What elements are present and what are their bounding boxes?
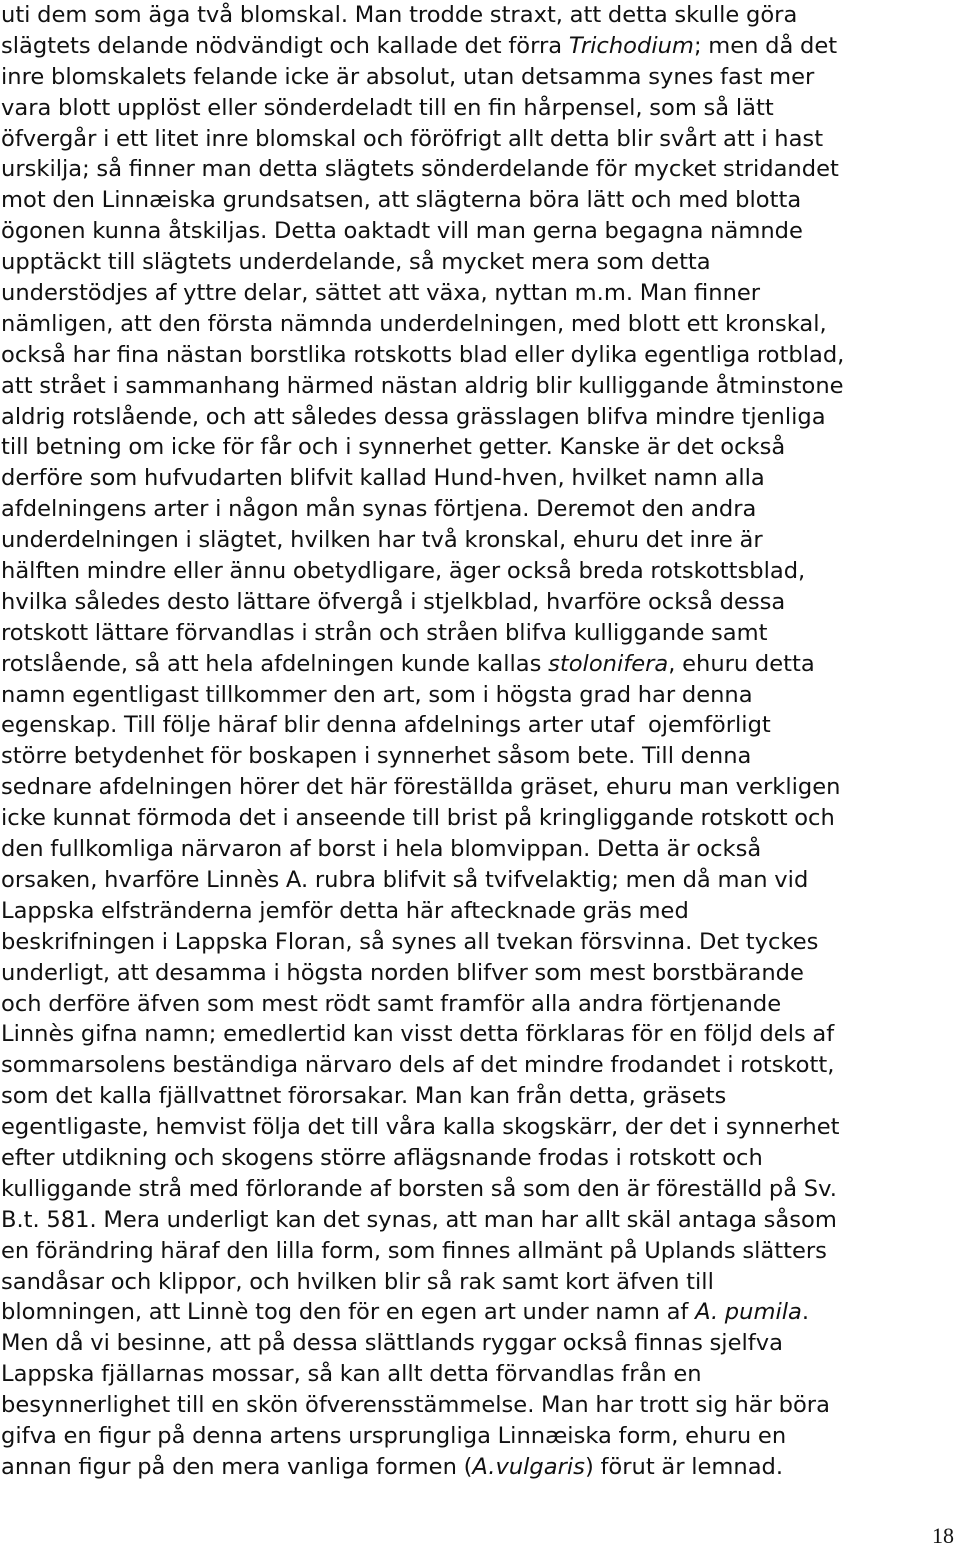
text-segment: sednare afdelningen hörer det här föreställda gräset, ehuru man verkligen	[1, 774, 841, 801]
text-line	[1, 1143, 959, 1174]
text-segment: underligt, att desamma i högsta norden blifver som mest borstbärande	[1, 959, 804, 986]
text-segment: som det kalla fjällvattnet förorsakar. Man kan från detta, gräsets	[1, 1083, 727, 1110]
text-segment: kulliggande strå med förlorande af borsten så som den är föreställd på Sv.	[1, 1175, 837, 1202]
text-segment: hälften mindre eller ännu obetydligare, äger också breda rotskottsblad,	[1, 558, 806, 585]
text-segment: egentligaste, hemvist följa det till våra kalla skogskärr, der det i synnerhet	[1, 1114, 840, 1141]
text-line	[1, 1267, 959, 1298]
text-line	[1, 216, 959, 247]
text-line	[1, 741, 959, 772]
text-segment: ) förut är lemnad.	[584, 1453, 784, 1480]
text-line	[1, 62, 959, 93]
text-segment: slägtets delande nödvändigt och kallade det förra	[1, 32, 569, 59]
text-line	[1, 463, 959, 494]
text-line	[1, 1050, 959, 1081]
text-line	[1, 1421, 959, 1452]
text-segment: annan figur på den mera vanliga formen (	[1, 1453, 473, 1480]
text-segment: Linnès gifna namn; emedlertid kan visst detta förklaras för en följd dels af	[1, 1021, 835, 1048]
text-segment: större betydenhet för boskapen i synnerhet såsom bete. Till denna	[1, 743, 752, 770]
text-line	[1, 494, 959, 525]
text-segment: Lappska elfstränderna jemför detta här aftecknade gräs med	[1, 897, 689, 924]
text-line	[1, 432, 959, 463]
text-line	[1, 618, 959, 649]
text-line	[1, 556, 959, 587]
text-segment: Lappska fjällarnas mossar, så kan allt detta förvandlas från en	[1, 1361, 702, 1388]
text-segment: att strået i sammanhang härmed nästan aldrig blir kulliggande åtminstone	[1, 372, 844, 399]
text-segment: understödjes af yttre delar, sättet att växa, nyttan m.m. Man finner	[1, 280, 761, 307]
text-line	[1, 247, 959, 278]
text-line	[1, 1452, 959, 1483]
text-line	[1, 649, 959, 680]
text-segment: B.t. 581. Mera underligt kan det synas, att man har allt skäl antaga såsom	[1, 1206, 837, 1233]
text-segment: orsaken, hvarföre Linnès A. rubra blifvit så tvifvelaktig; men då man vid	[1, 866, 809, 893]
text-segment: namn egentligast tillkommer den art, som i högsta grad har denna	[1, 681, 753, 708]
text-line	[1, 834, 959, 865]
text-segment: gifva en figur på denna artens ursprungliga Linnæiska form, ehuru en	[1, 1422, 787, 1449]
text-line	[1, 587, 959, 618]
text-line	[1, 1205, 959, 1236]
text-line	[1, 1359, 959, 1390]
text-line	[1, 896, 959, 927]
text-segment: aldrig rotslående, och att således dessa grässlagen blifva mindre tjenliga	[1, 403, 826, 430]
text-segment: beskrifningen i Lappska Floran, så synes all tvekan försvinna. Det tyckes	[1, 928, 819, 955]
text-segment: icke kunnat förmoda det i anseende till brist på kringliggande rotskott och	[1, 805, 835, 832]
text-segment: underdelningen i slägtet, hvilken har två kronskal, ehuru det inre är	[1, 527, 763, 554]
text-line	[1, 680, 959, 711]
text-line	[1, 958, 959, 989]
text-segment: rotslående, så att hela afdelningen kunde kallas	[1, 650, 549, 677]
text-segment: blomningen, att Linnè tog den för en egen art under namn af	[1, 1299, 696, 1326]
text-segment: efter utdikning och skogens större aflägsnande frodas i rotskott och	[1, 1144, 763, 1171]
text-line	[1, 278, 959, 309]
text-segment: Men då vi besinne, att på dessa slättlands ryggar också finnas sjelfva	[1, 1330, 783, 1357]
text-line	[1, 525, 959, 556]
text-line	[1, 1328, 959, 1359]
text-segment: upptäckt till slägtets underdelande, så mycket mera som detta	[1, 249, 711, 276]
text-segment: en förändring häraf den lilla form, som finnes allmänt på Uplands slätters	[1, 1237, 827, 1264]
text-line	[1, 154, 959, 185]
text-line	[1, 1236, 959, 1267]
text-line	[1, 0, 959, 31]
italic-term: stolonifera	[548, 650, 669, 677]
page-number: 18	[932, 1523, 954, 1548]
text-line	[1, 93, 959, 124]
text-segment: afdelningens arter i någon mån synas förtjena. Deremot den andra	[1, 496, 757, 523]
text-line	[1, 927, 959, 958]
text-line	[1, 1081, 959, 1112]
text-segment: och derföre äfven som mest rödt samt framför alla andra förtjenande	[1, 990, 782, 1017]
text-line	[1, 865, 959, 896]
text-segment: egenskap. Till följe häraf blir denna afdelnings arter utaf ojemförligt	[1, 712, 771, 739]
text-line	[1, 1390, 959, 1421]
text-segment: nämligen, att den första nämnda underdelningen, med blott ett kronskal,	[1, 310, 827, 337]
text-line	[1, 710, 959, 741]
body-text	[1, 0, 959, 1483]
text-segment: ; men då det	[693, 32, 838, 59]
text-segment: .	[801, 1299, 810, 1326]
text-line	[1, 1297, 959, 1328]
text-line	[1, 340, 959, 371]
text-segment: , ehuru detta	[668, 650, 815, 677]
text-line	[1, 1174, 959, 1205]
text-segment: besynnerlighet till en skön öfverensstämmelse. Man har trott sig här böra	[1, 1392, 830, 1419]
italic-term: A. pumila	[695, 1299, 802, 1326]
text-segment: också har fina nästan borstlika rotskotts blad eller dylika egentliga rotblad,	[1, 341, 845, 368]
text-segment: urskilja; så finner man detta slägtets sönderdelande för mycket stridandet	[1, 156, 839, 183]
text-segment: ögonen kunna åtskiljas. Detta oaktadt vill man gerna begagna nämnde	[1, 218, 803, 245]
text-line	[1, 31, 959, 62]
text-line	[1, 1019, 959, 1050]
text-line	[1, 989, 959, 1020]
text-segment: inre blomskalets felande icke är absolut, utan detsamma synes fast mer	[1, 63, 815, 90]
text-segment: den fullkomliga närvaron af borst i hela blomvippan. Detta är också	[1, 836, 762, 863]
text-line	[1, 803, 959, 834]
text-line	[1, 309, 959, 340]
text-segment: öfvergår i ett litet inre blomskal och föröfrigt allt detta blir svårt att i hast	[1, 125, 824, 152]
text-segment: till betning om icke för får och i synnerhet getter. Kanske är det också	[1, 434, 786, 461]
text-segment: derföre som hufvudarten blifvit kallad Hund-hven, hvilket namn alla	[1, 465, 765, 492]
text-segment: vara blott upplöst eller sönderdeladt till en fin hårpensel, som så lätt	[1, 94, 774, 121]
text-line	[1, 402, 959, 433]
text-segment: rotskott lättare förvandlas i strån och stråen blifva kulliggande samt	[1, 619, 768, 646]
text-line	[1, 1112, 959, 1143]
text-segment: sommarsolens beständiga närvaro dels af det mindre frodandet i rotskott,	[1, 1052, 835, 1079]
italic-term: A.vulgaris	[472, 1453, 585, 1480]
text-line	[1, 124, 959, 155]
text-segment: sandåsar och klippor, och hvilken blir så rak samt kort äfven till	[1, 1268, 714, 1295]
text-line	[1, 185, 959, 216]
text-segment: mot den Linnæiska grundsatsen, att slägterna böra lätt och med blotta	[1, 187, 802, 214]
italic-term: Trichodium	[568, 32, 694, 59]
text-segment: uti dem som äga två blomskal. Man trodde straxt, att detta skulle göra	[1, 2, 798, 28]
text-line	[1, 371, 959, 402]
text-segment: hvilka således desto lättare öfvergå i stjelkblad, hvarföre också dessa	[1, 588, 786, 615]
text-line	[1, 772, 959, 803]
